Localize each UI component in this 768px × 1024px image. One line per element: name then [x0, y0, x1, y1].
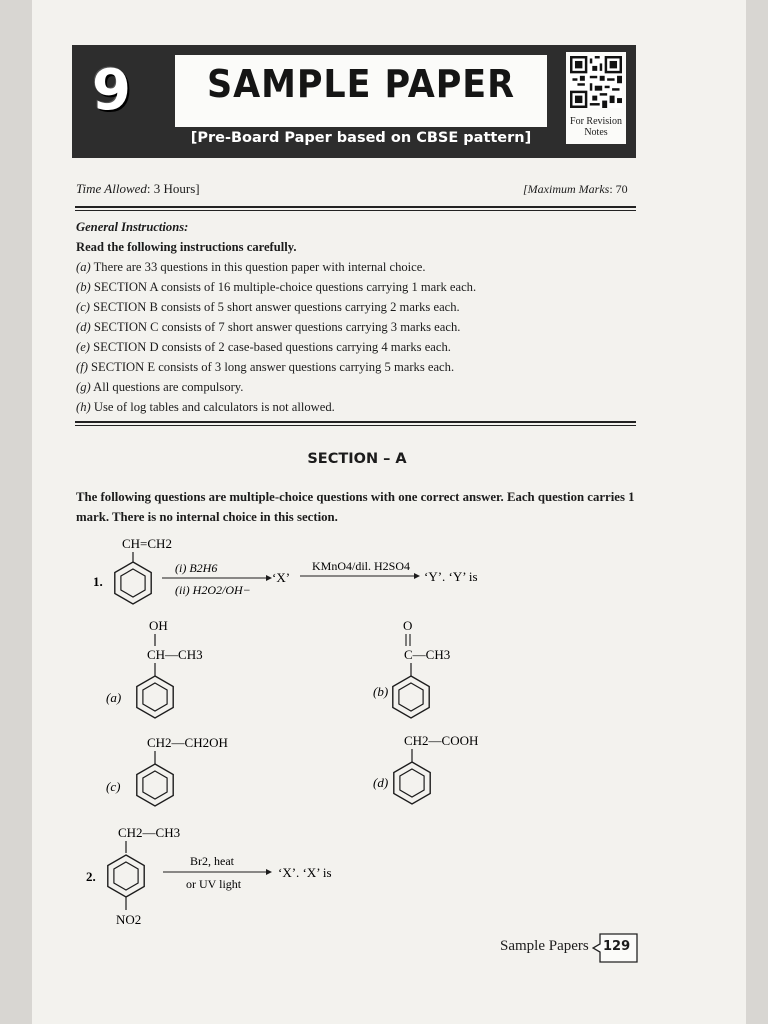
instructions-heading: General Instructions:: [76, 220, 189, 234]
footer-label: Sample Papers: [500, 938, 589, 954]
instruction-marker: (a): [76, 260, 91, 274]
q1-option-d-line1: CH2—COOH: [404, 733, 479, 748]
page-subtitle: [Pre-Board Paper based on CBSE pattern]: [190, 130, 532, 146]
max-marks-value: : 70: [609, 182, 628, 196]
instruction-text: Use of log tables and calculators is not allowed.: [93, 400, 335, 414]
instruction-marker: (h): [76, 400, 91, 414]
instruction-marker: (e): [76, 340, 90, 354]
instruction-text: All questions are compulsory.: [93, 380, 244, 394]
max-marks-label: [Maximum Marks: [523, 182, 610, 196]
instruction-marker: (g): [76, 380, 91, 394]
q2-benzene-ring: [108, 855, 144, 897]
q2-substituent-bottom: NO2: [116, 912, 142, 927]
q1-option-b-ring: [393, 676, 429, 718]
time-allowed-value: : 3 Hours]: [146, 181, 200, 196]
qr-caption: For Revision Notes: [570, 116, 622, 138]
q1-option-b-line1: O: [403, 618, 413, 633]
q2-number: 2.: [86, 869, 96, 884]
q1-option-a-label[interactable]: (a): [106, 690, 122, 705]
q1-reagent2: KMnO4/dil. H2SO4: [312, 559, 411, 573]
page-number: 129: [603, 939, 631, 954]
page-title: SAMPLE PAPER: [207, 62, 515, 106]
time-allowed-label: Time Allowed: [76, 181, 147, 196]
instruction-text: SECTION A consists of 16 multiple-choice questions carrying 1 mark each.: [93, 280, 477, 294]
instruction-marker: (b): [76, 280, 91, 294]
section-heading: SECTION – A: [307, 451, 407, 467]
q1-tail: ‘Y’. ‘Y’ is: [424, 569, 478, 584]
q1-reagent-bottom: (ii) H2O2/OH−: [175, 583, 251, 597]
q2-reagent-top: Br2, heat: [190, 854, 234, 868]
q1-option-c-ring: [137, 764, 173, 806]
q2-tail: ‘X’. ‘X’ is: [278, 865, 332, 880]
section-intro: The following questions are multiple-choice questions with one correct answer. Each question carries 1 mark. There is no internal choice in this section.: [76, 490, 635, 524]
q1-substituent: CH=CH2: [122, 536, 172, 551]
q1-option-a-ring: [137, 676, 173, 718]
instruction-marker: (d): [76, 320, 91, 334]
instruction-marker: (f): [76, 360, 88, 374]
q1-option-c-line1: CH2—CH2OH: [147, 735, 228, 750]
instructions-lead: Read the following instructions carefully.: [76, 240, 297, 254]
q1-option-d-label[interactable]: (d): [373, 775, 389, 790]
q1-option-b-line2: C—CH3: [404, 647, 451, 662]
instruction-text: SECTION C consists of 7 short answer questions carrying 3 marks each.: [93, 320, 461, 334]
q1-benzene-ring: [115, 562, 151, 604]
q2-substituent-top: CH2—CH3: [118, 825, 181, 840]
instruction-text: SECTION D consists of 2 case-based questions carrying 4 marks each.: [93, 340, 451, 354]
instruction-text: SECTION B consists of 5 short answer questions carrying 2 marks each.: [93, 300, 460, 314]
q1-option-b-label[interactable]: (b): [373, 684, 389, 699]
q1-option-a-line1: OH: [149, 618, 168, 633]
q1-option-a-line2: CH—CH3: [147, 647, 203, 662]
q1-intermediate: ‘X’: [272, 570, 291, 585]
q1-option-c-label[interactable]: (c): [106, 779, 121, 794]
q2-reagent-bottom: or UV light: [186, 877, 242, 891]
instruction-marker: (c): [76, 300, 90, 314]
q1-reagent-top: (i) B2H6: [175, 561, 218, 575]
q1-option-d-ring: [394, 762, 430, 804]
instruction-text: SECTION E consists of 3 long answer questions carrying 5 marks each.: [91, 360, 455, 374]
paper-number: 9: [92, 58, 129, 123]
q1-number: 1.: [93, 574, 103, 589]
instruction-text: There are 33 questions in this question paper with internal choice.: [93, 260, 426, 274]
